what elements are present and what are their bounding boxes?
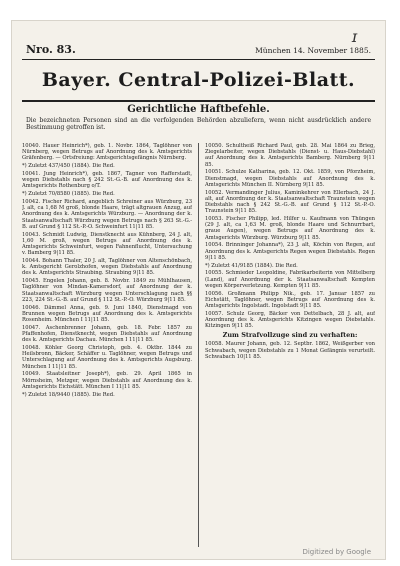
list-item: *) Zuletzt 437/450 (1884). Die Red.	[22, 163, 115, 170]
text-columns	[22, 143, 375, 547]
list-item: 10055. Schmieder Leopoldine, Fabrikarbeiterin von Mittelberg (Land), auf Anordnung der k. Staatsanwaltschaft Kempten wegen Körperverletzung. Kempten 9|11 85.	[205, 270, 375, 289]
list-item: 10057. Schulz Georg, Bäcker von Dettelbach, 28 J. alt, auf Anordnung des k. Amtsgerichts Kitzingen wegen Diebstahls. Kitzingen 9|11 85.	[205, 310, 375, 330]
newspaper-page	[11, 20, 386, 560]
list-item: 10054. Brinninger Johanna*), 23 J. alt, Köchin von Regen, auf Anordnung des k. Amtsgerichts Regen wegen Diebstahls. Regen 9|11 85.	[205, 242, 375, 261]
list-item: 10041. Jung Heinrich*), geb. 1867, Tagner von Rafferstadt, wegen Diebstahls nach § 242 St.-G.-B. auf Anordnung des k. Amtsgerichts Rothenburg o/T.	[22, 171, 192, 190]
list-item: 10053. Fischer Philipp, led. Hilfer u. Kaufmann von Thüngen (29 J. alt, ca 1,63 M. groß, blonde Haare und Schnurrbart, graue Augen), wegen Betrugs auf Anordnung des k. Amtsgerichts Würzburg. Würzburg 9|11 85.	[205, 216, 375, 241]
issue-line	[26, 43, 371, 57]
section-heading: Gerichtliche Haftbefehle.	[127, 104, 270, 115]
list-item: 10058. Maurer Johann, geb. 12. Septbr. 1862, Weißgerber von Schwabach, wegen Diebstahls zu 1 Monat Gefängnis verurteilt. Schwabach 10|11 85.	[205, 341, 375, 360]
list-item: 10056. Großmann Philipp Nik., geb. 17. Januar 1857 zu Eichstätt, Taglöhner, wegen Betrugs auf Anordnung des k. Amtsgerichts Ingolstadt. Ingolstadt 9|11 85.	[205, 290, 375, 310]
list-item: 10040. Hauer Heinrich*), geb. 1. Novbr. 1864, Taglöhner von Nürnberg, wegen Betrugs auf Anordnung des k. Amtsgerichts Gräfenberg. — Ortsfreiung: Amtsgerichtsgefängnis Nürnberg.	[22, 143, 192, 162]
left-column	[22, 143, 192, 547]
list-item: 10045. Engelen Johann, geb. 8. Novbr. 1849 zu Mühlhausen, Taglöhner von Mindan-Kamersdorf, auf Anordnung der k. Staatsanwaltschaft Würzburg wegen Unterschlagung nach §§ 223, 224 St.-G.-B. auf Grund § 112 St.-P.-O. Würzburg 9|11 85.	[22, 278, 192, 303]
list-item: 10050. Schultheiß Richard Paul, geb. 28. Mai 1864 zu Brieg, Ziegelarbeiter, wegen Diebstahls (Dienst- u. Haus-Diebstahl) auf Anordnung des k. Amtsgerichts Bamberg. Nürnberg 9|11 85.	[205, 143, 375, 168]
list-item: 10052. Vermandinger Julius, Kaminkehrer von Ellerbach, 24 J. alt, auf Anordnung der k. Staatsanwaltschaft Traunstein wegen Diebstahls nach § 242 St.-G.-B. auf Grund § 112 St.-P.-O. Traunstein 9|11 85.	[205, 189, 375, 215]
masthead	[22, 59, 375, 102]
handwritten-corner-mark: ɪ	[351, 27, 357, 46]
list-item: 10043. Schmidt Ludwig, Dienstknecht aus Kühnberg, 24 J. alt, 1,60 M. groß, wegen Betrugs auf Anordnung des k. Amtsgerichts Schweinfurt, wegen Fahnenflucht, Untersuchung v. Bamberg 9|11 85.	[22, 231, 192, 257]
subsection-heading: Zum Strafvollzuge sind zu verhaften:	[222, 331, 358, 340]
list-item: 10047. Aschenbrenner Johann, geb. 18. Febr. 1857 zu Pfaffenhofen, Dienstknecht, wegen Diebstahls auf Anordnung des k. Amtsgerichts Dachau. München I 11|11 85.	[22, 324, 192, 344]
intro-text: Die bezeichneten Personen sind an die verfolgenden Behörden abzuliefern, wenn nicht ausdrücklich andere Bestimmung getroffen ist.	[26, 117, 371, 132]
list-item: 10049. Staatsleitner Joseph*), geb. 29. April 1865 in Mörnsheim, Metzger, wegen Diebstahls auf Anordnung des k. Amtsgerichts Eichstätt. München I 11|11 85.	[22, 371, 192, 390]
digitized-by-google-watermark: Digitized by Google	[302, 548, 371, 556]
list-item: *) Zuletzt 41/9185 (1884). Die Red.	[205, 262, 298, 269]
issue-date: München 14. November 1885.	[255, 46, 371, 55]
list-item: 10046. Dämmel Anna, geb. 9. Juni 1840, Dienstmagd von Brunnen wegen Betrugs auf Anordnung des k. Amtsgerichts Rosenheim. München I 11|11 85.	[22, 304, 192, 324]
list-item: *) Zuletzt 18/9440 (1885). Die Red.	[22, 391, 115, 398]
issue-number: Nro. 83.	[26, 43, 76, 56]
list-item: *) Zuletzt 70/8580 (1885). Die Red.	[22, 191, 115, 198]
list-item: 10051. Schulze Katharina, geb. 12. Okt. 1859, von Pforzheim, Dienstmagd, wegen Diebstahls auf Anordnung des k. Amtsgerichts München II. Nürnberg 9|11 85.	[205, 169, 375, 188]
list-item: 10042. Fischer Richard, angeblich Schreiner aus Würzburg, 23 J. alt, ca 1,68 M groß, blonde Haare, trägt altgrauen Anzug, auf Anordnung des k. Amtsgerichts Würzburg. — Anordnung der k. Staatsanwaltschaft Würzburg wegen Betrugs nach § 263 St.-G.-B. auf Grund § 112 St.-P.-O. Schweinfurt 11|11 85.	[22, 199, 192, 230]
column-divider	[198, 143, 199, 547]
list-item: 10048. Köhler Georg Christoph, geb. 4. Oktbr. 1844 zu Heilsbronn, Bäcker, Schäffer u. Taglöhner, wegen Betrugs und Unterschlagung auf Anordnung des k. Amtsgerichts Augsburg. München I 11|11 85.	[22, 345, 192, 370]
right-column	[205, 143, 375, 547]
newspaper-title: Bayer. Central-Polizei-Blatt.	[41, 69, 356, 91]
list-item: 10044. Bohann Thaler, 20 J. alt, Taglöhner von Altenschönbach, k. Amtsgericht Gerolzhofen, wegen Diebstahls auf Anordnung des k. Amtsgerichts Straubing. Straubing 9|11 85.	[22, 258, 192, 277]
